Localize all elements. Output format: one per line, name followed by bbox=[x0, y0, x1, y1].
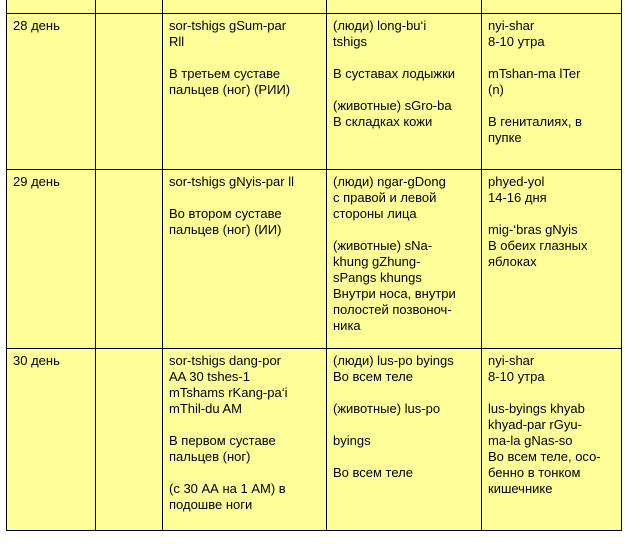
table-row bbox=[7, 170, 622, 349]
joint-cell bbox=[163, 14, 327, 170]
cell-text: (с 30 АА на 1 АМ) в подошве ноги bbox=[169, 481, 286, 512]
joint-cell bbox=[163, 170, 327, 349]
time-cell bbox=[482, 14, 622, 170]
cell-text: mTshan-ma lTer (n) bbox=[488, 66, 581, 97]
cell-text: sor-tshigs gSum-par Rll bbox=[169, 18, 287, 49]
cell-text: nyi-shar 8-10 утра bbox=[488, 353, 545, 384]
cell-text: lus-byings khyab khyad-par rGyu- ma-la gNas-so Во всем теле, осо- бенно в тонком кишечнике bbox=[488, 401, 601, 496]
table-cell bbox=[7, 0, 96, 14]
day-cell bbox=[7, 170, 96, 349]
table-row bbox=[7, 349, 622, 531]
table-cell bbox=[327, 0, 482, 14]
cell-text: nyi-shar 8-10 утра bbox=[488, 18, 545, 49]
table-cell bbox=[163, 0, 327, 14]
time-cell bbox=[482, 170, 622, 349]
cell-text: (животные) sNa- khung gZhung- sPangs khungs Внутри носа, внутри полостей позвоноч- ника bbox=[333, 238, 456, 333]
cell-text: (люди) lus-po byings Во всем теле bbox=[333, 353, 454, 384]
table-cell bbox=[96, 0, 163, 14]
calendar-table bbox=[6, 0, 622, 531]
day-cell bbox=[7, 14, 96, 170]
day-label: 30 день bbox=[13, 353, 60, 368]
cell-text: (животные) lus-po bbox=[333, 401, 441, 416]
joint-cell bbox=[163, 349, 327, 531]
empty-cell bbox=[96, 170, 163, 349]
cell-text: (животные) sGro-ba В складках кожи bbox=[333, 98, 452, 129]
cell-text: Во всем теле bbox=[333, 465, 413, 480]
cell-text: В гениталиях, в пупке bbox=[488, 114, 582, 145]
cell-text: byings bbox=[333, 433, 371, 448]
cell-text: В суставах лодыжки bbox=[333, 66, 456, 81]
cell-text: В третьем суставе пальцев (ног) (РИИ) bbox=[169, 66, 291, 97]
cell-text: (люди) long-bu‘i tshigs bbox=[333, 18, 427, 49]
empty-cell bbox=[96, 14, 163, 170]
day-cell bbox=[7, 349, 96, 531]
day-label: 28 день bbox=[13, 18, 60, 33]
cell-text: mig-‘bras gNyis В обеих глазных яблоках bbox=[488, 222, 588, 269]
body-part-cell bbox=[327, 170, 482, 349]
cell-text: Во втором суставе пальцев (ног) (ИИ) bbox=[169, 206, 282, 237]
empty-cell bbox=[96, 349, 163, 531]
cell-text: sor-tshigs dang-por AA 30 tshes-1 mTshams rKang-pa‘i mThil-du AM bbox=[169, 353, 288, 416]
body-part-cell bbox=[327, 14, 482, 170]
cell-text: sor-tshigs gNyis-par ll bbox=[169, 174, 294, 189]
body-part-cell bbox=[327, 349, 482, 531]
time-cell bbox=[482, 349, 622, 531]
cell-text: phyed-yol 14-16 дня bbox=[488, 174, 547, 205]
table-cell bbox=[482, 0, 622, 14]
table-header-row bbox=[7, 0, 622, 14]
table-row bbox=[7, 14, 622, 170]
cell-text: В первом суставе пальцев (ног) bbox=[169, 433, 276, 464]
day-label: 29 день bbox=[13, 174, 60, 189]
cell-text: (люди) ngar-gDong с правой и левой стороны лица bbox=[333, 174, 446, 221]
